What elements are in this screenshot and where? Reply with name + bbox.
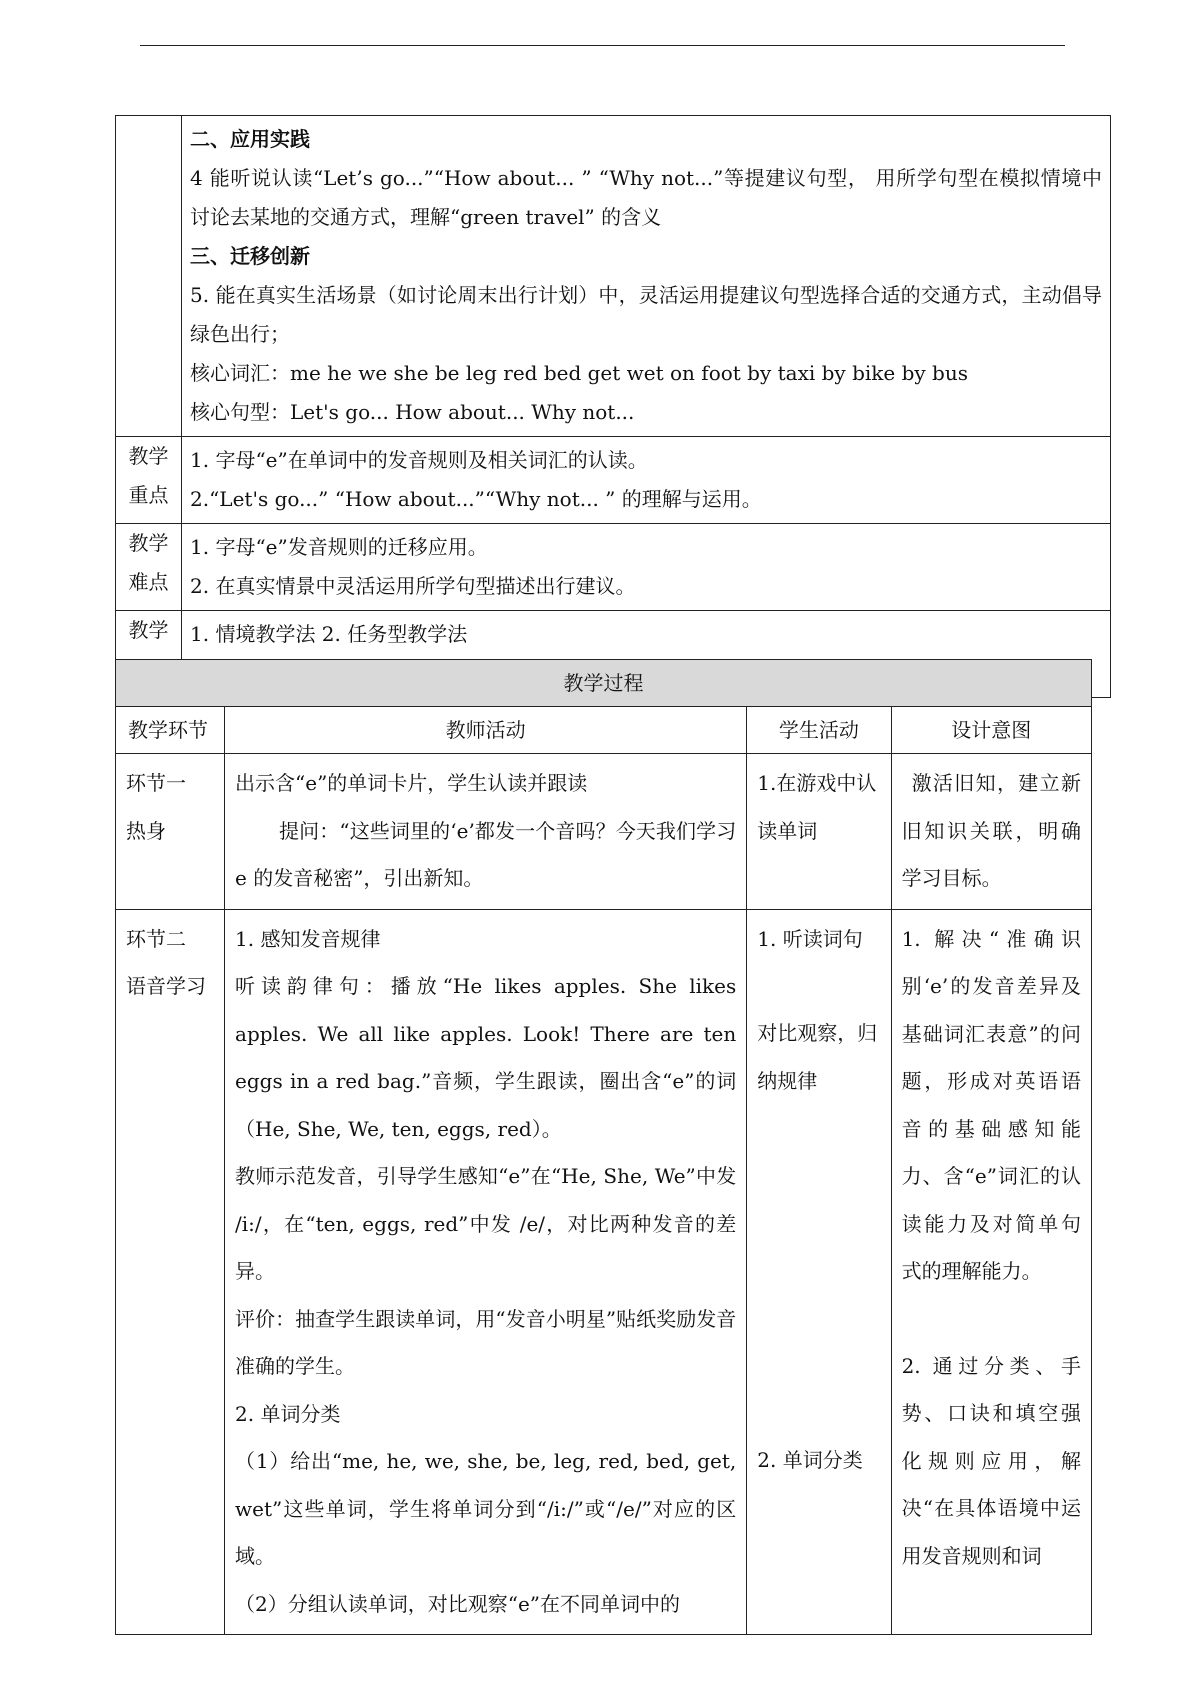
key-point-item: 2.“Let's go...” “How about...”“Why not... ” 的理解与运用。: [190, 487, 762, 511]
teacher-paragraph: 听读韵律句：播放“He likes apples. She likes apples. We all like apples. Look! There are ten eggs in a red bag.”音频，学生跟读，圈出含“e”的词（He, She, We, ten, eggs, red）。: [235, 974, 737, 1141]
difficulties-content: [182, 524, 1111, 611]
key-points-label: [116, 437, 182, 524]
stage1-teacher: [225, 754, 747, 910]
stage1-name: [116, 754, 225, 910]
teacher-subtitle: 2. 单词分类: [235, 1401, 341, 1426]
header-design-intent: 设计意图: [891, 707, 1091, 754]
stage-name-line: 环节一: [126, 771, 186, 795]
stage1-intent: [891, 754, 1091, 910]
intent-paragraph: 1. 解决“准确识别‘e’的发音差异及基础词汇表意”的问题，形成对英语语音的基础感知能力、含“e”词汇的认读能力及对简单句式的理解能力。: [901, 926, 1081, 1283]
intent-paragraph: 激活旧知，建立新旧知识关联，明确学习目标。: [901, 771, 1081, 890]
objectives-content-cell: [182, 116, 1111, 437]
section3-heading: 三、迁移创新: [190, 244, 310, 268]
teacher-paragraph: 评价：抽查学生跟读单词，用“发音小明星”贴纸奖励发音准确的学生。: [235, 1306, 737, 1378]
objectives-label-cell: [116, 116, 182, 437]
stage2-student: [747, 909, 891, 1635]
student-activity-item: 2. 单词分类: [757, 1448, 863, 1472]
stage2-name: [116, 909, 225, 1635]
section2-heading: 二、应用实践: [190, 127, 310, 151]
stage1-student: 1.在游戏中认读单词: [747, 754, 891, 910]
teacher-paragraph: 出示含“e”的单词卡片，学生认读并跟读: [235, 771, 588, 795]
difficulties-row: [116, 524, 1111, 611]
spacer: [902, 1296, 1081, 1343]
lesson-plan-upper-table: [115, 115, 1111, 698]
teaching-process-table: [115, 659, 1092, 1635]
key-point-item: 1. 字母“e”在单词中的发音规则及相关词汇的认读。: [190, 448, 648, 472]
student-activity-item: 1. 听读词句: [757, 926, 863, 951]
difficulties-label: [116, 524, 182, 611]
stage-name-line: 环节二: [126, 926, 186, 951]
student-activity-item: 对比观察，归纳规律: [757, 1021, 878, 1093]
label-line: 教学: [128, 444, 169, 468]
label-line: 教学: [128, 531, 169, 555]
header-rule: [140, 45, 1065, 46]
stage2-intent: [891, 909, 1091, 1635]
stage2-teacher: [225, 909, 747, 1635]
teacher-paragraph: （1）给出“me, he, we, she, be, leg, red, bed, get, wet”这些单词，学生将单词分到“/i:/”或“/e/”对应的区域。: [235, 1449, 737, 1568]
stage-name-line: 语音学习: [126, 974, 206, 998]
teacher-paragraph: （2）分组认读单词，对比观察“e”在不同单词中的: [235, 1591, 681, 1616]
process-header-row: [116, 707, 1092, 754]
stage1-row: [116, 754, 1092, 910]
stage2-row: [116, 909, 1092, 1635]
difficulty-item: 1. 字母“e”发音规则的迁移应用。: [190, 535, 488, 559]
header-teacher-activity: 教师活动: [225, 707, 747, 754]
stage-name-line: 热身: [126, 818, 166, 843]
method-item: 1. 情境教学法 2. 任务型教学法: [190, 622, 468, 646]
intent-paragraph: 2. 通过分类、手势、口诀和填空强化规则应用，解决“在具体语境中运用发音规则和词: [901, 1353, 1081, 1568]
teacher-subtitle: 1. 感知发音规律: [235, 926, 381, 951]
label-line: 难点: [128, 570, 169, 594]
core-vocabulary: 核心词汇：me he we she be leg red bed get wet on foot by taxi by bike by bus: [190, 361, 968, 385]
objectives-row: [116, 116, 1111, 437]
label-line: 重点: [128, 483, 169, 507]
teaching-process-banner: 教学过程: [116, 660, 1092, 707]
key-points-content: [182, 437, 1111, 524]
teacher-paragraph: 提问：“这些词里的‘e’都发一个音吗？今天我们学习 e 的发音秘密”，引出新知。: [235, 818, 737, 890]
key-points-row: [116, 437, 1111, 524]
spacer: [757, 1105, 880, 1437]
header-student-activity: 学生活动: [747, 707, 891, 754]
core-sentences: 核心句型：Let's go... How about... Why not...: [190, 400, 635, 424]
label-line: 教学: [128, 618, 169, 642]
teacher-paragraph: 教师示范发音，引导学生感知“e”在“He, She, We”中发 /i:/，在“ten, eggs, red”中发 /e/，对比两种发音的差异。: [235, 1164, 737, 1283]
difficulty-item: 2. 在真实情景中灵活运用所学句型描述出行建议。: [190, 574, 636, 598]
spacer: [757, 963, 880, 1010]
header-stage: 教学环节: [116, 707, 225, 754]
objective-item-5: 5. 能在真实生活场景（如讨论周末出行计划）中，灵活运用提建议句型选择合适的交通方式，主动倡导绿色出行；: [190, 283, 1102, 346]
objective-item-4: 4 能听说认读“Let’s go...”“How about... ” “Why not...”等提建议句型， 用所学句型在模拟情境中讨论去某地的交通方式，理解“green travel” 的含义: [190, 166, 1102, 229]
